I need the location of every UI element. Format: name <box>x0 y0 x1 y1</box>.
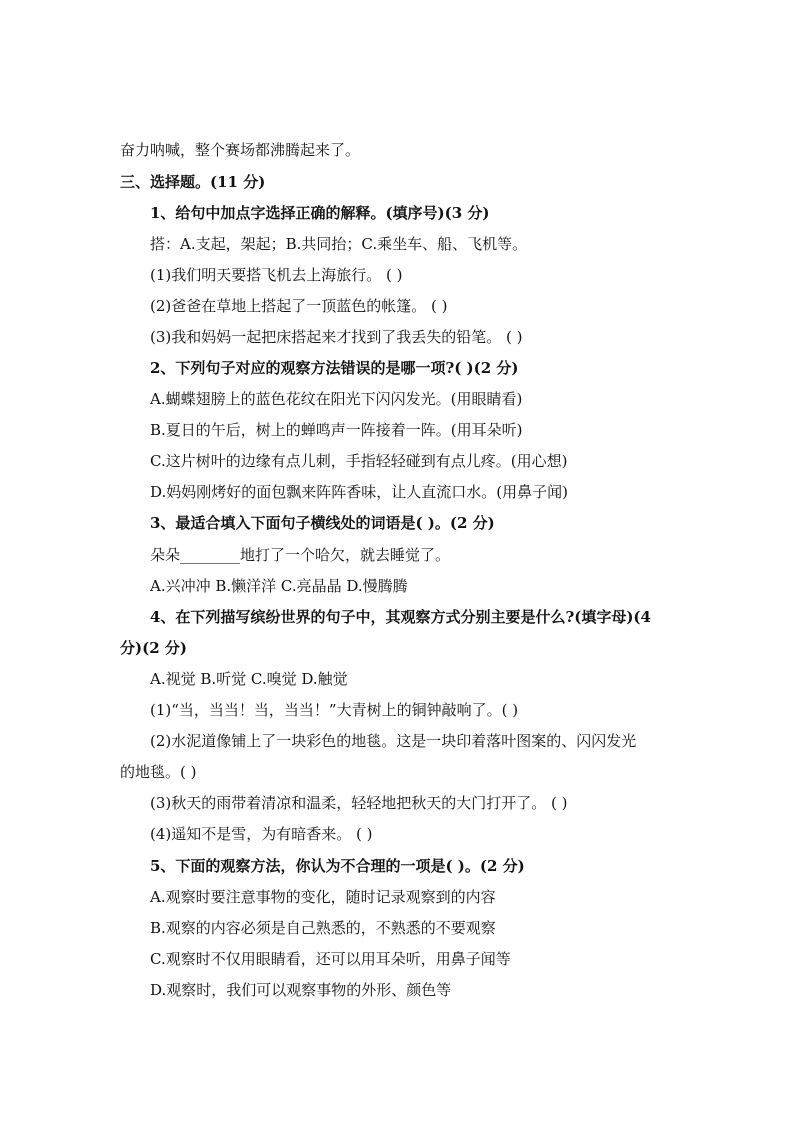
question-1-item-2: (2)爸爸在草地上搭起了一顶蓝色的帐篷。 ( ) <box>150 297 448 315</box>
question-4-title-cont: 分)(2 分) <box>120 639 187 657</box>
question-1-item-1: (1)我们明天要搭飞机去上海旅行。 ( ) <box>150 266 403 284</box>
question-5-title: 5、下面的观察方法，你认为不合理的一项是( )。(2 分) <box>150 857 525 875</box>
question-1-item-3: (3)我和妈妈一起把床搭起来才找到了我丢失的铅笔。 ( ) <box>150 328 523 346</box>
question-1-definitions: 搭：A.支起，架起；B.共同抬；C.乘坐车、船、飞机等。 <box>150 235 528 253</box>
question-4-item-4: (4)遥知不是雪，为有暗香来。 ( ) <box>150 825 373 843</box>
question-2-option-a: A.蝴蝶翅膀上的蓝色花纹在阳光下闪闪发光。(用眼睛看) <box>150 390 523 408</box>
question-4-title: 4、在下列描写缤纷世界的句子中，其观察方式分别主要是什么?(填字母)(4 <box>150 608 651 626</box>
question-4-item-3: (3)秋天的雨带着清凉和温柔，轻轻地把秋天的大门打开了。 ( ) <box>150 794 568 812</box>
question-5-option-b: B.观察的内容必须是自己熟悉的，不熟悉的不要观察 <box>150 919 496 937</box>
question-4-options: A.视觉 B.听觉 C.嗅觉 D.触觉 <box>150 670 348 688</box>
question-4-item-2: (2)水泥道像铺上了一块彩色的地毯。这是一块印着落叶图案的、闪闪发光 <box>150 732 637 750</box>
question-5-option-a: A.观察时要注意事物的变化，随时记录观察到的内容 <box>150 888 496 906</box>
question-2-option-c: C.这片树叶的边缘有点儿刺，手指轻轻碰到有点儿疼。(用心想) <box>150 452 568 470</box>
question-3-sentence: 朵朵________地打了一个哈欠，就去睡觉了。 <box>150 546 451 564</box>
question-2-option-d: D.妈妈刚烤好的面包飘来阵阵香味，让人直流口水。(用鼻子闻) <box>150 483 568 501</box>
question-4-item-1: (1)“当，当当！当，当当！”大青树上的铜钟敲响了。( ) <box>150 701 519 719</box>
question-3-options: A.兴冲冲 B.懒洋洋 C.亮晶晶 D.慢腾腾 <box>150 577 408 595</box>
question-5-option-d: D.观察时，我们可以观察事物的外形、颜色等 <box>150 981 452 999</box>
question-4-item-2-cont: 的地毯。( ) <box>120 763 197 781</box>
question-2-title: 2、下列句子对应的观察方法错误的是哪一项?( )(2 分) <box>150 359 519 377</box>
question-2-option-b: B.夏日的午后，树上的蝉鸣声一阵接着一阵。(用耳朵听) <box>150 421 523 439</box>
question-1-title: 1、给句中加点字选择正确的解释。(填序号)(3 分) <box>150 204 490 222</box>
text-line: 奋力呐喊，整个赛场都沸腾起来了。 <box>120 141 361 159</box>
section-heading: 三、选择题。(11 分) <box>120 173 266 191</box>
question-3-title: 3、最适合填入下面句子横线处的词语是( )。(2 分) <box>150 514 495 532</box>
question-5-option-c: C.观察时不仅用眼睛看，还可以用耳朵听，用鼻子闻等 <box>150 950 511 968</box>
